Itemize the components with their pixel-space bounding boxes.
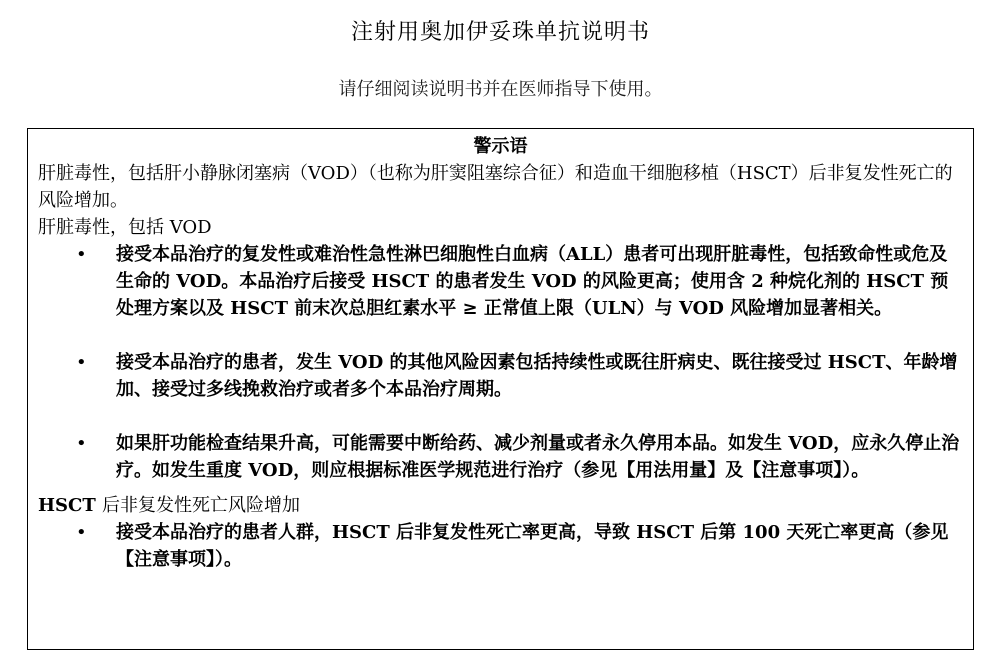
list-item bbox=[38, 241, 963, 322]
hsct-mortality-list bbox=[38, 519, 963, 573]
boxed-warning bbox=[27, 128, 974, 650]
section-title-bold: HSCT bbox=[38, 495, 96, 516]
section-title-rest: 后非复发性死亡风险增加 bbox=[102, 495, 301, 516]
list-item-text: 如果肝功能检查结果升高，可能需要中断给药、减少剂量或者永久停用本品。如发生 VOD，应永久停止治疗。如发生重度 VOD，则应根据标准医学规范进行治疗（参见【用法用量】及【注意事项】）。 bbox=[116, 433, 960, 481]
list-item bbox=[38, 519, 963, 573]
list-item-text: 接受本品治疗的患者，发生 VOD 的其他风险因素包括持续性或既往肝病史、既往接受过 HSCT、年龄增加、接受过多线挽救治疗或者多个本品治疗周期。 bbox=[116, 352, 958, 400]
warning-summary: 肝脏毒性，包括肝小静脉闭塞病（VOD）（也称为肝窦阻塞综合征）和造血干细胞移植（HSCT）后非复发性死亡的风险增加。 bbox=[38, 163, 953, 211]
bullet-icon: • bbox=[76, 244, 87, 265]
section-hsct-mortality-title bbox=[38, 492, 963, 519]
list-item bbox=[38, 430, 963, 484]
section-hepatotoxicity-title: 肝脏毒性，包括 VOD bbox=[38, 217, 212, 238]
document-subtitle: 请仔细阅读说明书并在医师指导下使用。 bbox=[338, 79, 663, 100]
spacer bbox=[38, 322, 963, 349]
bullet-icon: • bbox=[76, 352, 87, 373]
list-item-text: 接受本品治疗的复发性或难治性急性淋巴细胞性白血病（ALL）患者可出现肝脏毒性，包括致命性或危及生命的 VOD。本品治疗后接受 HSCT 的患者发生 VOD 的风险更高；使用含 2 种烷化剂的 HSCT 预处理方案以及 HSCT 前末次总胆红素水平 ≥ 正常值上限（ULN）与 VOD 风险增加显著相关。 bbox=[116, 244, 949, 319]
document-title: 注射用奥加伊妥珠单抗说明书 bbox=[350, 20, 650, 45]
bullet-icon: • bbox=[76, 522, 87, 543]
list-item-text: 接受本品治疗的患者人群，HSCT 后非复发性死亡率更高，导致 HSCT 后第 100 天死亡率更高（参见【注意事项】）。 bbox=[116, 522, 949, 570]
hepatotoxicity-list bbox=[38, 241, 963, 484]
bullet-icon: • bbox=[76, 433, 87, 454]
warning-heading: 警示语 bbox=[473, 136, 528, 157]
spacer bbox=[38, 403, 963, 430]
list-item bbox=[38, 349, 963, 403]
